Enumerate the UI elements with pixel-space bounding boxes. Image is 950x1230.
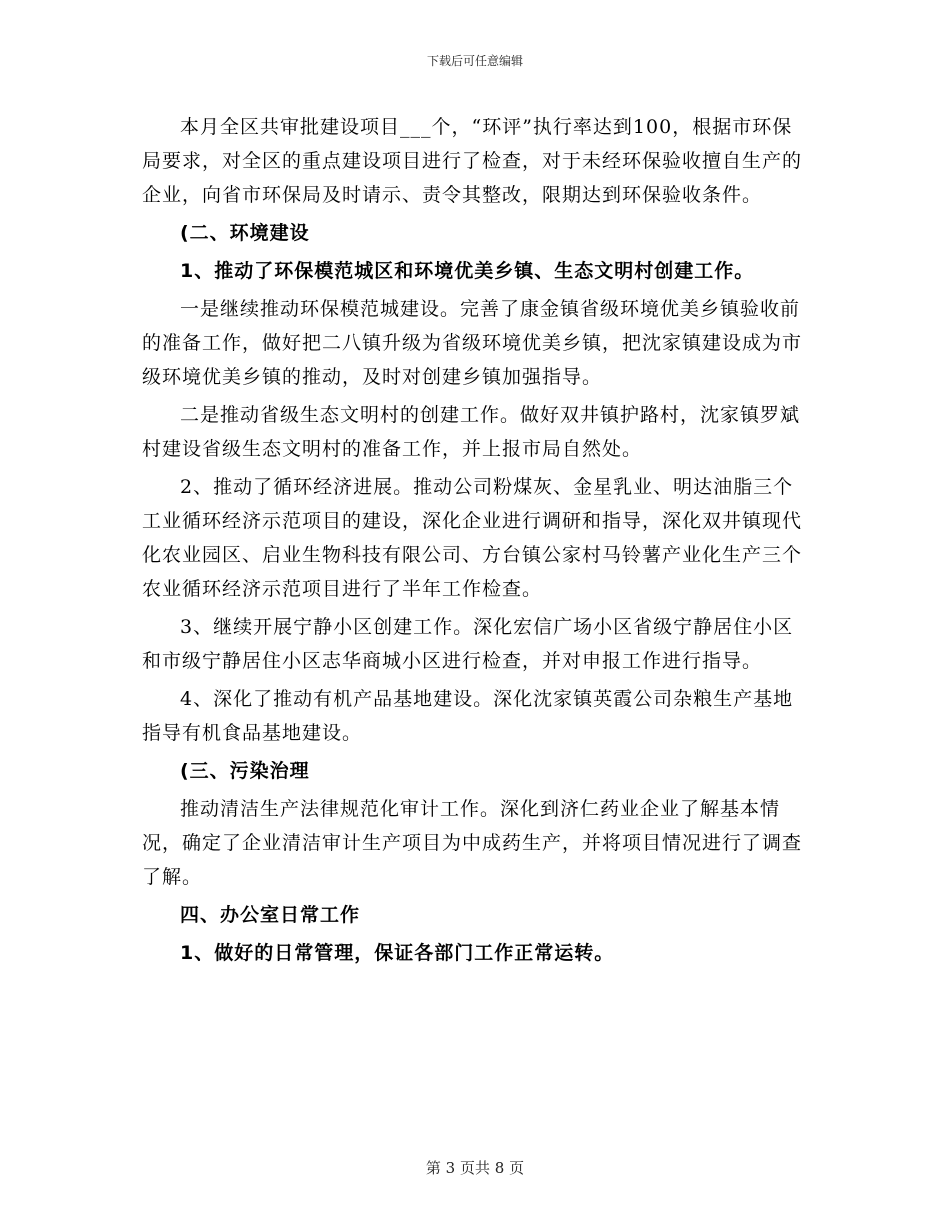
subheading-model-city-creation: 1、推动了环保模范城区和环境优美乡镇、生态文明村创建工作。: [180, 260, 755, 282]
paragraph-organic-base: 4、深化了推动有机产品基地建设。深化沈家镇英霞公司杂粮生产基地指导有机食品基地建设。: [142, 688, 794, 744]
section-heading-environment-construction: (二、环境建设: [180, 222, 310, 244]
section-heading-office-work: 四、办公室日常工作: [180, 904, 361, 926]
paragraph-circular-economy: 2、推动了循环经济进展。推动公司粉煤灰、金星乳业、明达油脂三个工业循环经济示范项目的建设，深化企业进行调研和指导，深化双井镇现代化农业园区、启业生物科技有限公司、方台镇公家村马铃薯产业化生产三个农业循环经济示范项目进行了半年工作检查。: [142, 476, 803, 600]
paragraph-approval-summary: 本月全区共审批建设项目___个，“环评”执行率达到100，根据市环保局要求，对全区的重点建设项目进行了检查，对于未经环保验收擅自生产的企业，向省市环保局及时请示、责令其整改，限期达到环保验收条件。: [142, 116, 803, 206]
subheading-daily-management: 1、做好的日常管理，保证各部门工作正常运转。: [180, 942, 615, 964]
paragraph-eco-village: 二是推动省级生态文明村的创建工作。做好双井镇护路村，沈家镇罗斌村建设省级生态文明村的准备工作，并上报市局自然处。: [142, 404, 801, 460]
document-body: [142, 110, 810, 974]
section-heading-pollution-control: (三、污染治理: [180, 760, 310, 782]
paragraph-quiet-community: 3、继续开展宁静小区创建工作。深化宏信广场小区省级宁静居住小区和市级宁静居住小区志华商城小区进行检查，并对申报工作进行指导。: [142, 616, 794, 672]
paragraph-clean-production: 推动清洁生产法律规范化审计工作。深化到济仁药业企业了解基本情况，确定了企业清洁审计生产项目为中成药生产，并将项目情况进行了调查了解。: [142, 798, 803, 888]
page-footer: 第 3 页共 8 页: [425, 1159, 525, 1177]
page-header: 下载后可任意编辑: [426, 54, 523, 68]
paragraph-model-city: 一是继续推动环保模范城建设。完善了康金镇省级环境优美乡镇验收前的准备工作，做好把二八镇升级为省级环境优美乡镇，把沈家镇建设成为市级环境优美乡镇的推动，及时对创建乡镇加强指导。: [142, 298, 803, 388]
